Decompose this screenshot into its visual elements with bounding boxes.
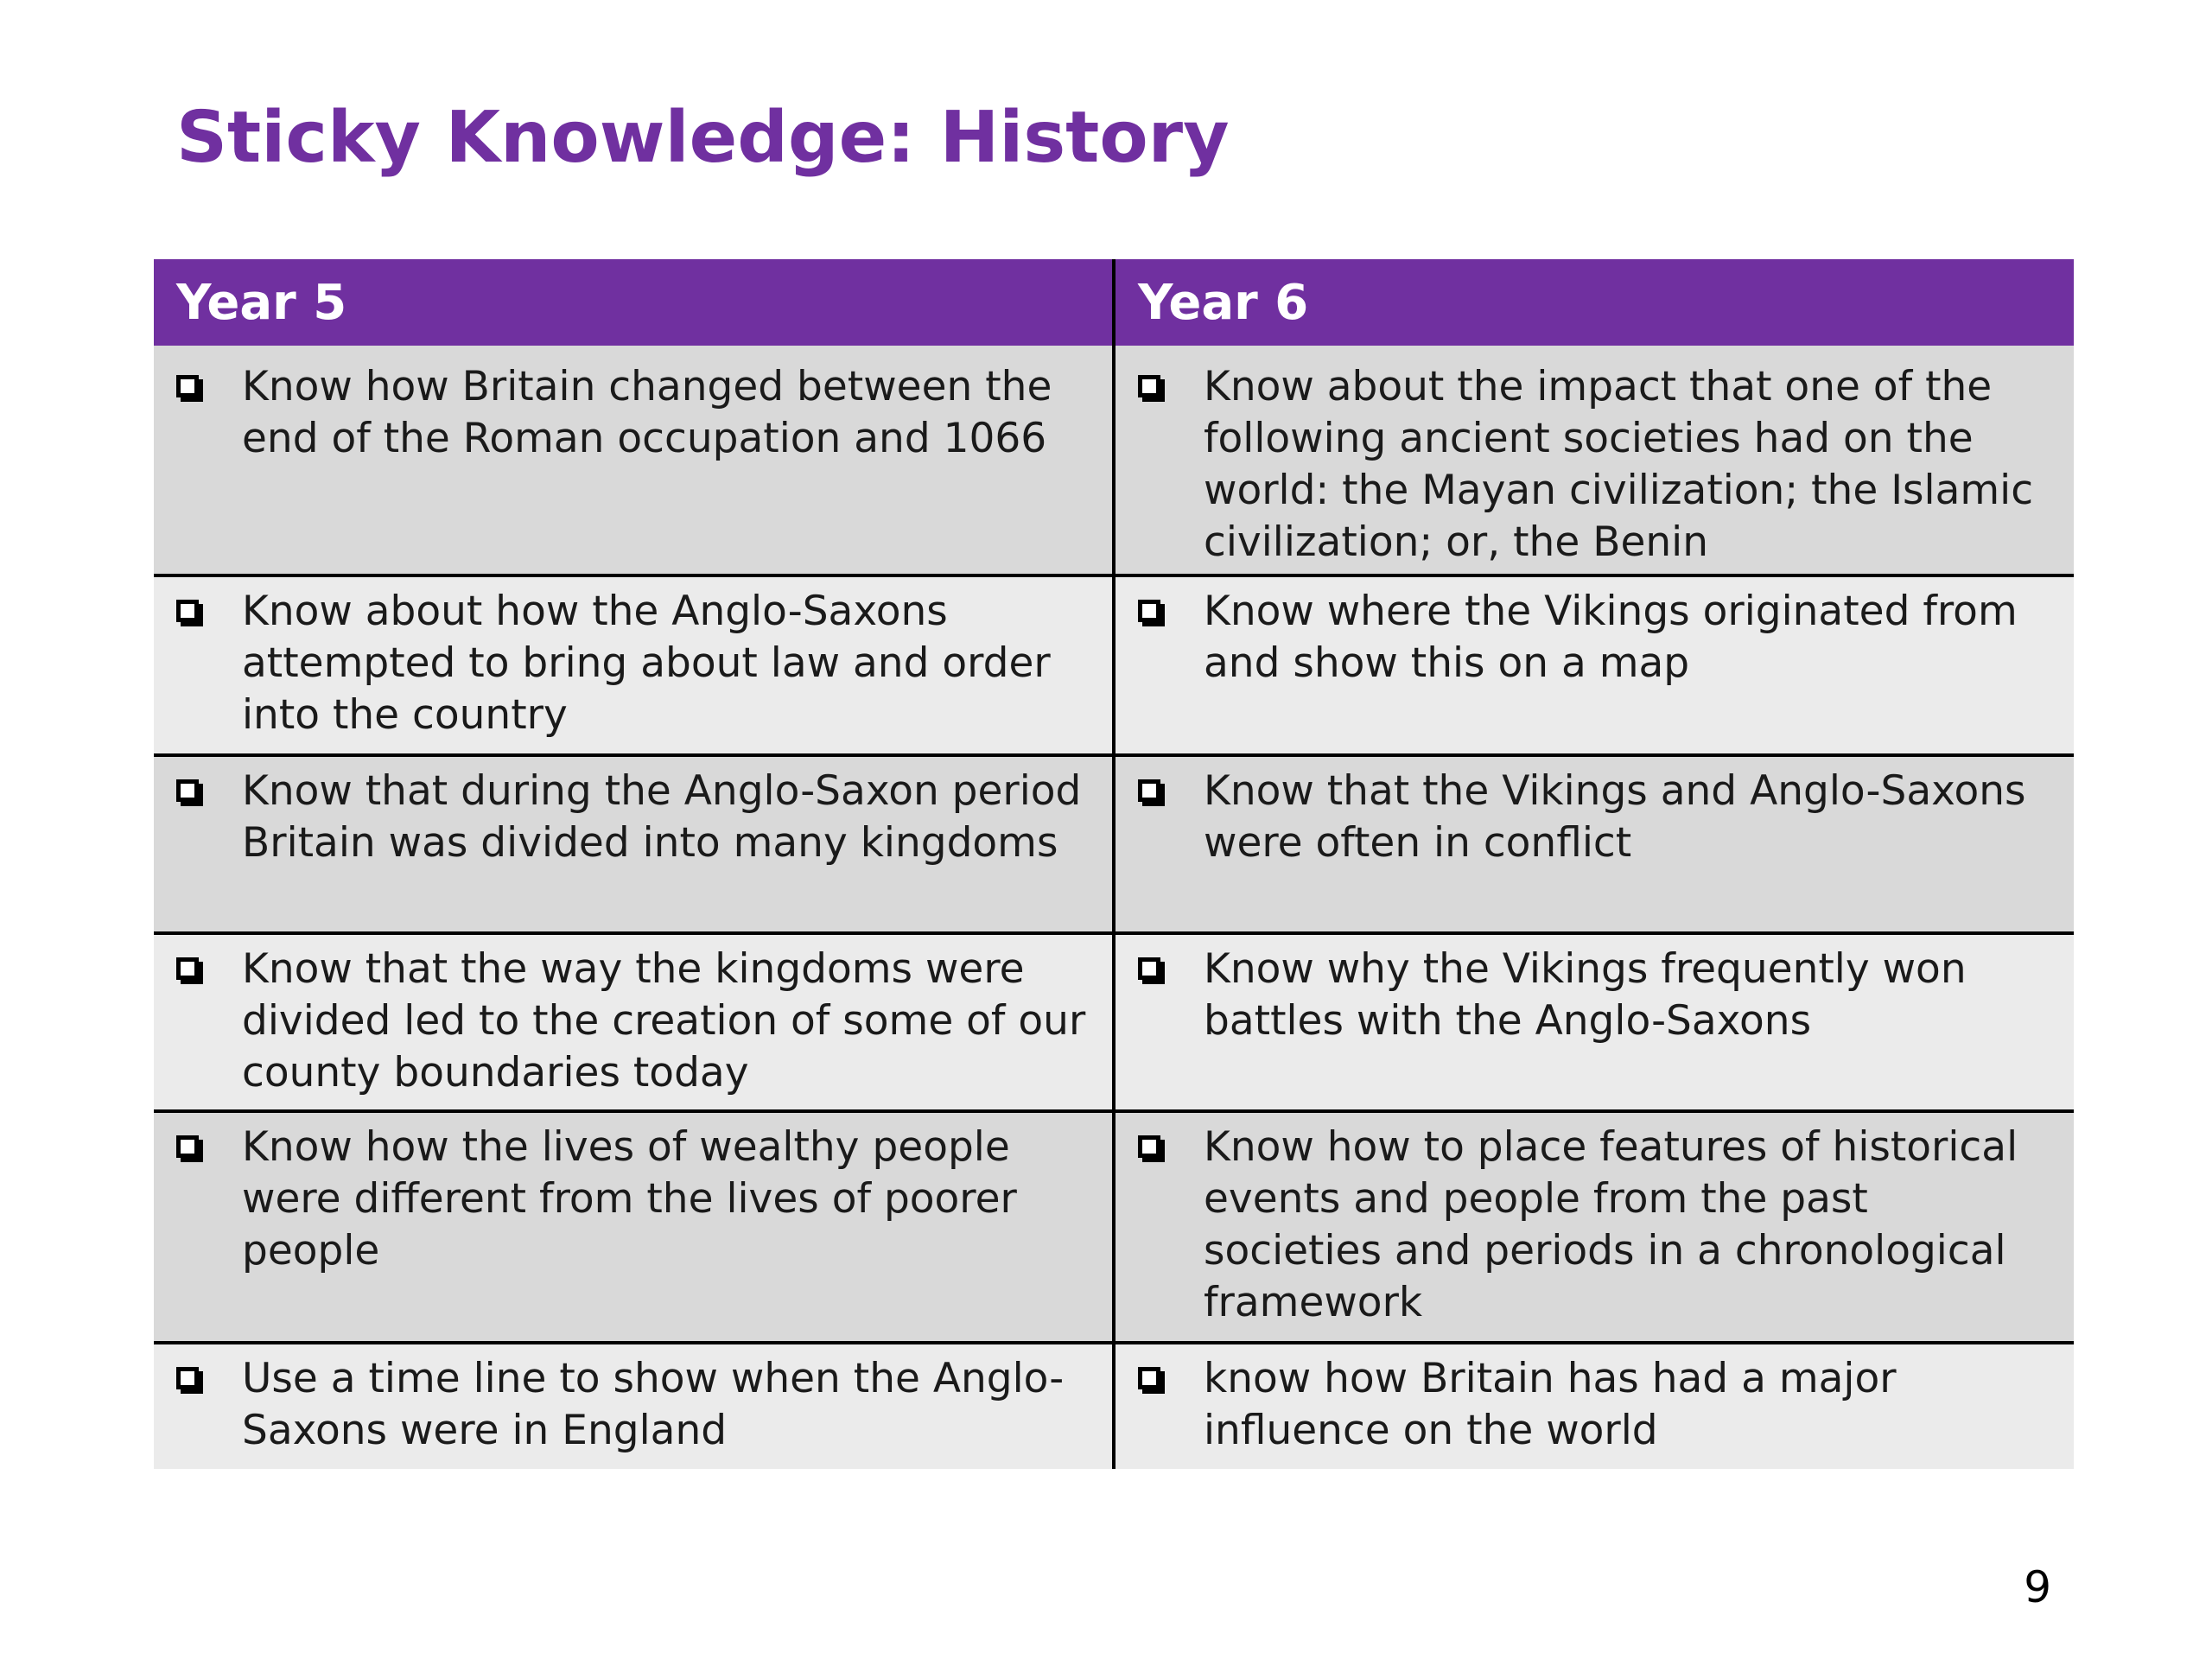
year6-cell [1114, 575, 2074, 755]
checkbox-icon [1138, 600, 1160, 622]
year5-cell [154, 1111, 1114, 1343]
table-row [154, 346, 2074, 575]
page-number: 9 [2024, 1562, 2051, 1612]
header-year-5: Year 5 [154, 259, 1114, 346]
table-row [154, 1343, 2074, 1469]
year6-item-text: Know why the Vikings frequently won battles with the Anglo-Saxons [1204, 945, 1967, 1045]
year6-item-text: Know that the Vikings and Anglo-Saxons were often in conflict [1204, 767, 2026, 867]
checkbox-icon [176, 779, 199, 802]
table-row [154, 755, 2074, 933]
checkbox-icon [1138, 1135, 1160, 1158]
checkbox-icon [1138, 957, 1160, 980]
knowledge-table [154, 259, 2074, 1469]
year6-cell [1114, 346, 2074, 575]
table-row [154, 575, 2074, 755]
checkbox-icon [176, 1135, 199, 1158]
year5-cell [154, 933, 1114, 1111]
table-row [154, 933, 2074, 1111]
header-year-6: Year 6 [1114, 259, 2074, 346]
year6-item-text: Know how to place features of historical events and people from the past societies and periods in a chronological framework [1204, 1123, 2018, 1326]
year5-cell [154, 1343, 1114, 1469]
checkbox-icon [1138, 375, 1160, 397]
year5-item-text: Know that the way the kingdoms were divided led to the creation of some of our county boundaries today [242, 945, 1086, 1096]
year5-item-text: Use a time line to show when the Anglo-Saxons were in England [242, 1355, 1065, 1454]
year5-cell [154, 575, 1114, 755]
year6-item-text: Know about the impact that one of the following ancient societies had on the world: the Mayan civilization; the Islamic civilization; or, the Benin [1204, 363, 2034, 566]
checkbox-icon [176, 1367, 199, 1389]
year5-cell [154, 755, 1114, 933]
page-title: Sticky Knowledge: History [176, 97, 1230, 179]
table-header-row [154, 259, 2074, 346]
year6-cell [1114, 755, 2074, 933]
table-row [154, 1111, 2074, 1343]
checkbox-icon [1138, 1367, 1160, 1389]
checkbox-icon [1138, 779, 1160, 802]
year5-item-text: Know about how the Anglo-Saxons attempted to bring about law and order into the country [242, 588, 1051, 739]
year6-item-text: know how Britain has had a major influence on the world [1204, 1355, 1897, 1454]
year5-item-text: Know that during the Anglo-Saxon period Britain was divided into many kingdoms [242, 767, 1082, 867]
year5-cell [154, 346, 1114, 575]
checkbox-icon [176, 957, 199, 980]
year5-item-text: Know how Britain changed between the end of the Roman occupation and 1066 [242, 363, 1052, 462]
checkbox-icon [176, 375, 199, 397]
checkbox-icon [176, 600, 199, 622]
year6-cell [1114, 1343, 2074, 1469]
year5-item-text: Know how the lives of wealthy people were different from the lives of poorer people [242, 1123, 1017, 1274]
year6-cell [1114, 1111, 2074, 1343]
year6-item-text: Know where the Vikings originated from and show this on a map [1204, 588, 2018, 687]
year6-cell [1114, 933, 2074, 1111]
